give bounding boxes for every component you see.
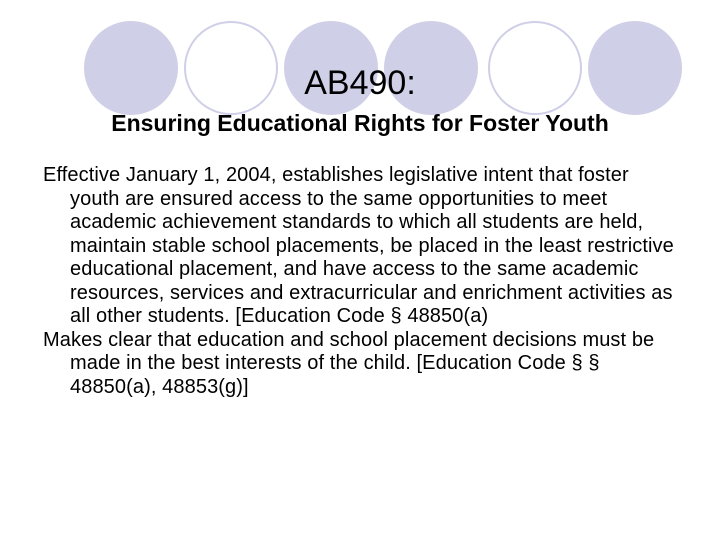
slide-subtitle: Ensuring Educational Rights for Foster Youth	[111, 110, 609, 136]
body-paragraph: Makes clear that education and school placement decisions must be made in the best interests of the child. [Education Code § § 48850(a), 48853(g)]	[43, 328, 655, 398]
slide-title: AB490:	[304, 64, 416, 102]
slide-body	[43, 164, 683, 399]
body-paragraph: Effective January 1, 2004, establishes legislative intent that foster youth are ensured access to the same opportunities to meet academic achievement standards to which all students are held, maintain stable school placements, be placed in the least restrictive educational placement, and have access to the same academic resources, services and extracurricular and enrichment activities as all other students. [Education Code § 48850(a)	[43, 164, 674, 327]
